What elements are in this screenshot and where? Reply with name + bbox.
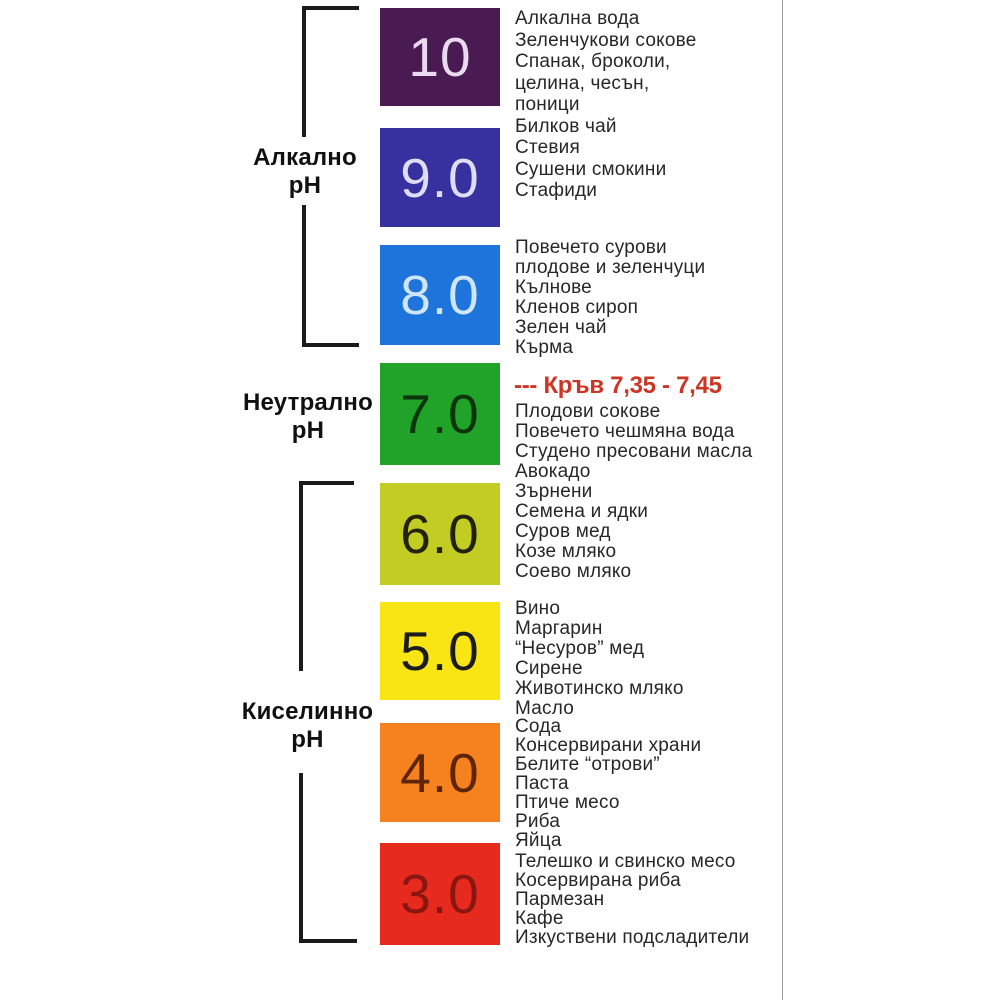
food-item: Алкална вода <box>515 8 640 29</box>
food-item: Белите “отрови” <box>515 754 660 775</box>
food-list-4-0 <box>515 717 701 850</box>
acidic-bracket-bottom <box>299 939 357 943</box>
food-item: Студено пресовани масла <box>515 441 753 462</box>
food-item: Косервирана риба <box>515 870 681 891</box>
label-alkaline-line1: Алкално <box>253 144 357 171</box>
ph-box-6-0 <box>380 483 500 585</box>
ph-box-7-0 <box>380 363 500 465</box>
food-item: Животинско мляко <box>515 678 684 699</box>
alkaline-bracket-upper <box>302 6 306 137</box>
label-alkaline-ph <box>240 144 370 200</box>
ph-box-8-0 <box>380 245 500 345</box>
food-item: Сирене <box>515 658 583 679</box>
food-list-7-0 <box>515 402 752 482</box>
food-item: Масло <box>515 698 574 719</box>
food-item: Семена и ядки <box>515 501 649 522</box>
ph-value-9-0: 9.0 <box>400 146 480 209</box>
food-item: Авокадо <box>515 461 591 482</box>
food-item: Сода <box>515 716 562 737</box>
food-item: Плодови сокове <box>515 401 661 422</box>
ph-value-10: 10 <box>408 26 472 88</box>
label-acidic-ph <box>240 698 375 754</box>
food-item: Сушени смокини <box>515 158 667 180</box>
label-acidic-line2: pH <box>291 726 324 753</box>
food-item: Яйца <box>515 830 562 851</box>
acidic-bracket-upper <box>299 481 303 671</box>
food-list-3-0 <box>515 852 749 947</box>
ph-value-6-0: 6.0 <box>400 503 480 565</box>
food-item: Риба <box>515 811 561 832</box>
food-item: целина, чесън, <box>515 72 650 94</box>
ph-value-4-0: 4.0 <box>400 741 480 804</box>
food-item: Соево мляко <box>515 561 632 582</box>
label-alkaline-line2: pH <box>288 172 322 199</box>
food-item: Кафе <box>515 908 564 929</box>
label-neutral-ph <box>238 389 378 445</box>
food-item: Кълнове <box>515 277 592 298</box>
food-item: Стевия <box>515 137 580 158</box>
ph-value-5-0: 5.0 <box>400 620 480 682</box>
food-item: Птиче месо <box>515 792 620 813</box>
blood-ph-note: --- Кръв 7,35 - 7,45 <box>514 372 722 399</box>
food-item: Кърма <box>515 337 574 358</box>
food-item: поници <box>515 94 580 115</box>
food-item: Зелен чай <box>515 317 607 338</box>
food-item: Изкуствени подсладители <box>515 927 750 948</box>
food-item: Телешко и свинско месо <box>515 851 736 872</box>
food-item: Козе мляко <box>515 541 617 562</box>
food-item: Повечето сурови <box>515 237 667 258</box>
food-item: Зърнени <box>515 481 593 502</box>
label-neutral-line2: pH <box>291 417 325 444</box>
food-item: Пармезан <box>515 889 605 910</box>
food-item: Паста <box>515 773 569 794</box>
food-item: Кленов сироп <box>515 297 639 318</box>
acidic-bracket-top <box>299 481 354 485</box>
alkaline-bracket-lower <box>302 205 306 347</box>
ph-box-10 <box>380 8 500 106</box>
food-item: Вино <box>515 598 561 619</box>
alkaline-bracket-bottom <box>302 343 359 347</box>
label-neutral-line1: Неутрално <box>243 389 373 416</box>
ph-box-3-0 <box>380 843 500 945</box>
ph-box-4-0 <box>380 723 500 822</box>
alkaline-bracket-top <box>302 6 359 10</box>
ph-box-9-0 <box>380 128 500 227</box>
label-acidic-line1: Киселинно <box>241 698 374 725</box>
ph-value-8-0: 8.0 <box>400 264 480 326</box>
food-item: Суров мед <box>515 521 611 542</box>
food-list-10 <box>515 8 696 116</box>
food-item: Повечето чешмяна вода <box>515 421 735 442</box>
food-item: Маргарин <box>515 618 603 639</box>
food-item: Консервирани храни <box>515 735 702 756</box>
food-item: плодове и зеленчуци <box>515 257 706 278</box>
food-item: Билков чай <box>515 115 617 137</box>
acidic-bracket-lower <box>299 773 303 943</box>
food-list-6-0 <box>515 482 648 582</box>
food-item: “Несуров” мед <box>515 638 645 659</box>
food-list-8-0 <box>515 238 705 358</box>
food-item: Зеленчукови сокове <box>515 29 697 51</box>
photo-edge-line <box>782 0 783 1000</box>
ph-value-3-0: 3.0 <box>400 863 480 925</box>
food-list-5-0 <box>515 599 684 719</box>
ph-box-5-0 <box>380 602 500 700</box>
ph-value-7-0: 7.0 <box>400 383 480 445</box>
food-item: Стафиди <box>515 180 598 201</box>
food-item: Спанак, броколи, <box>515 51 671 72</box>
food-list-9-0 <box>515 116 666 202</box>
